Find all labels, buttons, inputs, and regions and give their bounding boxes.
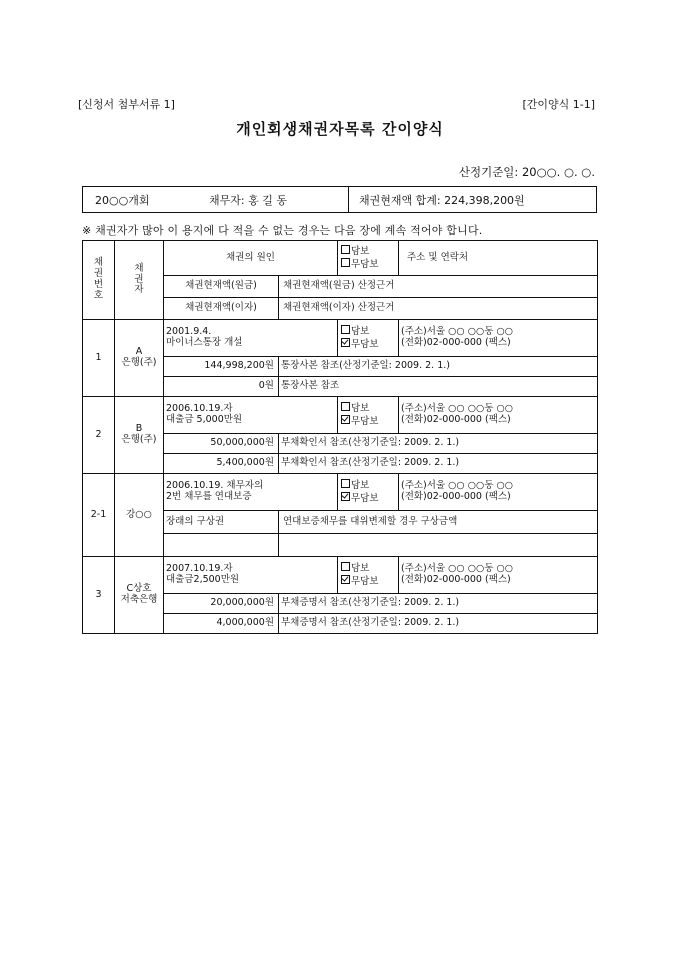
interest-amount: 5,400,000원 [164, 454, 279, 474]
contact-info [399, 397, 513, 433]
form-type-label: [간이양식 1-1] [522, 98, 595, 111]
security-contact [338, 557, 598, 594]
interest-basis: 통장사본 참조 [279, 377, 598, 397]
principal-amount: 144,998,200원 [164, 357, 279, 377]
secured-label: 담보 [351, 403, 370, 415]
empty-cell [279, 534, 598, 557]
interest-basis: 부채증명서 참조(산정기준일: 2009. 2. 1.) [279, 614, 598, 634]
security-contact [338, 474, 598, 511]
unsecured-checkbox-checked [341, 415, 350, 424]
secured-checkbox [341, 479, 350, 488]
secured-checkbox [341, 562, 350, 571]
security-contact [338, 397, 598, 434]
claim-cause: 2001.9.4. 마이너스통장 개설 [164, 320, 338, 357]
header-cause: 채권의 원인 [164, 241, 338, 276]
summary-divider [348, 187, 349, 212]
contact-info [399, 320, 513, 356]
secured-checkbox [341, 245, 350, 254]
header-principal-basis: 채권현재액(원금) 산정근거 [279, 276, 598, 298]
future-claim-label: 장래의 구상권 [164, 511, 279, 534]
unsecured-label: 무담보 [351, 339, 379, 350]
header-principal: 채권현재액(원금) [164, 276, 279, 298]
header-security-options [338, 241, 399, 275]
phone-fax: (전화)02-000-000 (팩스) [401, 337, 511, 348]
header-security-contact [338, 241, 598, 276]
total-claim: 채권현재액 합계: 224,398,200원 [359, 193, 525, 207]
phone-fax: (전화)02-000-000 (팩스) [401, 574, 511, 585]
creditor-name: B 은행(주) [115, 397, 164, 474]
phone-fax: (전화)02-000-000 (팩스) [401, 414, 511, 425]
claim-cause: 2006.10.19.자 대출금 5,000만원 [164, 397, 338, 434]
table-row [83, 474, 598, 511]
header-claim-no: 채 권 번 호 [83, 241, 115, 320]
principal-basis: 부채증명서 참조(산정기준일: 2009. 2. 1.) [279, 594, 598, 614]
header-creditor: 채 권 자 [115, 241, 164, 320]
secured-label: 담보 [351, 480, 370, 492]
unsecured-label: 무담보 [351, 493, 379, 504]
claim-number: 2-1 [83, 474, 115, 557]
principal-amount: 20,000,000원 [164, 594, 279, 614]
address: (주소)서울 ○○ ○○동 ○○ [401, 403, 514, 415]
contact-info [399, 557, 513, 593]
table-row [83, 557, 598, 594]
table-header-row [83, 241, 598, 276]
claim-cause: 2006.10.19. 채무자의 2번 채무를 연대보증 [164, 474, 338, 511]
instruction-note: ※ 채권자가 많아 이 용지에 다 적을 수 없는 경우는 다음 장에 계속 적어야 합니다. [82, 224, 483, 237]
unsecured-checkbox-checked [341, 492, 350, 501]
secured-checkbox [341, 325, 350, 334]
header-contact: 주소 및 연락처 [407, 251, 469, 263]
principal-basis: 통장사본 참조(산정기준일: 2009. 2. 1.) [279, 357, 598, 377]
calculation-date: 산정기준일: 20○○. ○. ○. [458, 165, 595, 179]
header-secured-label: 담보 [351, 246, 370, 258]
debtor-name: 채무자: 홍 길 동 [209, 193, 287, 207]
header-unsecured-label: 무담보 [351, 259, 379, 270]
secured-label: 담보 [351, 563, 370, 575]
phone-fax: (전화)02-000-000 (팩스) [401, 491, 511, 502]
address: (주소)서울 ○○ ○○동 ○○ [401, 480, 514, 492]
summary-box [82, 186, 597, 213]
header-interest: 채권현재액(이자) [164, 298, 279, 320]
principal-amount: 50,000,000원 [164, 434, 279, 454]
unsecured-checkbox [341, 258, 350, 267]
claim-cause: 2007.10.19.자 대출금2,500만원 [164, 557, 338, 594]
empty-cell [164, 534, 279, 557]
table-row [83, 397, 598, 434]
creditor-name: A 은행(주) [115, 320, 164, 397]
claim-number: 2 [83, 397, 115, 474]
address: (주소)서울 ○○ ○○동 ○○ [401, 326, 514, 338]
address: (주소)서울 ○○ ○○동 ○○ [401, 563, 514, 575]
attachment-label: [신청서 첨부서류 1] [78, 98, 175, 111]
claim-number: 1 [83, 320, 115, 397]
table-row [83, 320, 598, 357]
unsecured-checkbox-checked [341, 575, 350, 584]
claim-number: 3 [83, 557, 115, 634]
principal-basis: 부채확인서 참조(산정기준일: 2009. 2. 1.) [279, 434, 598, 454]
creditor-name: 강○○ [115, 474, 164, 557]
interest-basis: 부채확인서 참조(산정기준일: 2009. 2. 1.) [279, 454, 598, 474]
secured-checkbox [341, 402, 350, 411]
contact-info [399, 474, 513, 510]
case-number: 20○○개회 [95, 193, 150, 207]
interest-amount: 4,000,000원 [164, 614, 279, 634]
unsecured-checkbox-checked [341, 338, 350, 347]
creditor-table [82, 240, 598, 634]
future-claim-basis: 연대보증채무를 대위변제할 경우 구상금액 [279, 511, 598, 534]
page-title: 개인회생채권자목록 간이양식 [236, 120, 444, 138]
security-contact [338, 320, 598, 357]
unsecured-label: 무담보 [351, 576, 379, 587]
creditor-name: C상호 저축은행 [115, 557, 164, 634]
interest-amount: 0원 [164, 377, 279, 397]
header-interest-basis: 채권현재액(이자) 산정근거 [279, 298, 598, 320]
unsecured-label: 무담보 [351, 416, 379, 427]
secured-label: 담보 [351, 326, 370, 338]
